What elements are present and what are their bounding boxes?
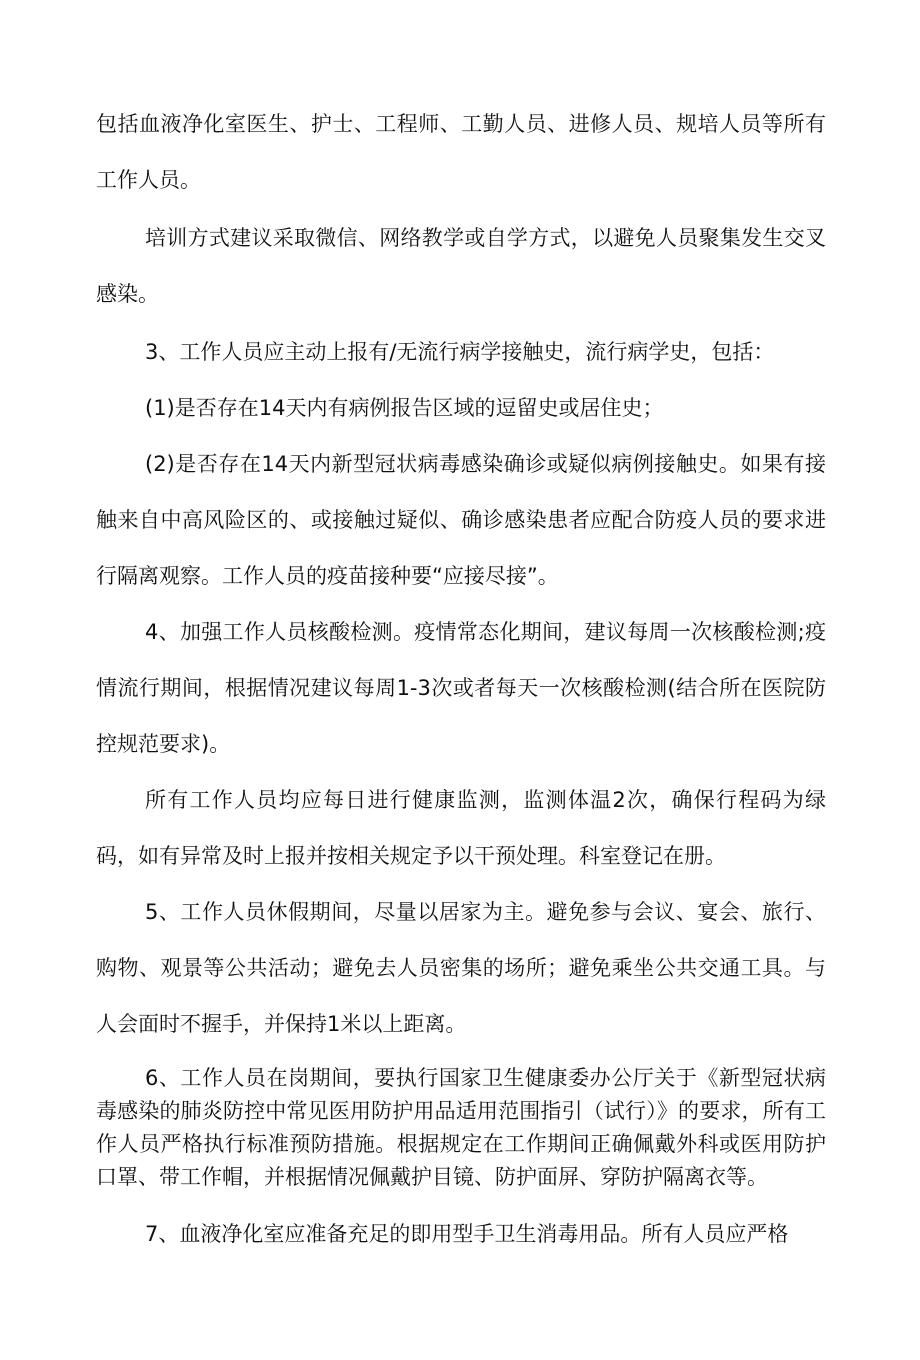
paragraph-item-5: 5、工作人员休假期间，尽量以居家为主。避免参与会议、宴会、旅行、购物、观景等公共活动；避免去人员密集的场所；避免乘坐公共交通工具。与人会面时不握手，并保持1米以上距离。 (96, 900, 826, 1036)
paragraph-item-3-sub-1: (1)是否存在14天内有病例报告区域的逗留史或居住史； (145, 396, 664, 420)
paragraph-health-monitoring: 所有工作人员均应每日进行健康监测，监测体温2次，确保行程码为绿码，如有异常及时上报并按相关规定予以干预处理。科室登记在册。 (96, 788, 826, 868)
paragraph-staff-scope: 包括血液净化室医生、护士、工程师、工勤人员、进修人员、规培人员等所有工作人员。 (96, 112, 826, 192)
paragraph-training-method: 培训方式建议采取微信、网络教学或自学方式，以避免人员聚集发生交叉感染。 (96, 226, 826, 306)
paragraph-item-3: 3、工作人员应主动上报有/无流行病学接触史，流行病学史，包括： (145, 340, 775, 364)
paragraph-item-6: 6、工作人员在岗期间，要执行国家卫生健康委办公厅关于《新型冠状病毒感染的肺炎防控中常见医用防护用品适用范围指引（试行）》的要求，所有工作人员严格执行标准预防措施。根据规定在工作期间正确佩戴外科或医用防护口罩、带工作帽，并根据情况佩戴护目镜、防护面屏、穿防护隔离衣等。 (96, 1066, 826, 1189)
paragraph-item-4: 4、加强工作人员核酸检测。疫情常态化期间，建议每周一次核酸检测;疫情流行期间，根据情况建议每周1-3次或者每天一次核酸检测(结合所在医院防控规范要求)。 (96, 620, 826, 756)
paragraph-item-3-sub-2: (2)是否存在14天内新型冠状病毒感染确诊或疑似病例接触史。如果有接触来自中高风险区的、或接触过疑似、确诊感染患者应配合防疫人员的要求进行隔离观察。工作人员的疫苗接种要“应接尽接”。 (96, 452, 826, 588)
document-page (96, 96, 826, 1262)
paragraph-item-7: 7、血液净化室应准备充足的即用型手卫生消毒用品。所有人员应严格 (145, 1222, 789, 1246)
